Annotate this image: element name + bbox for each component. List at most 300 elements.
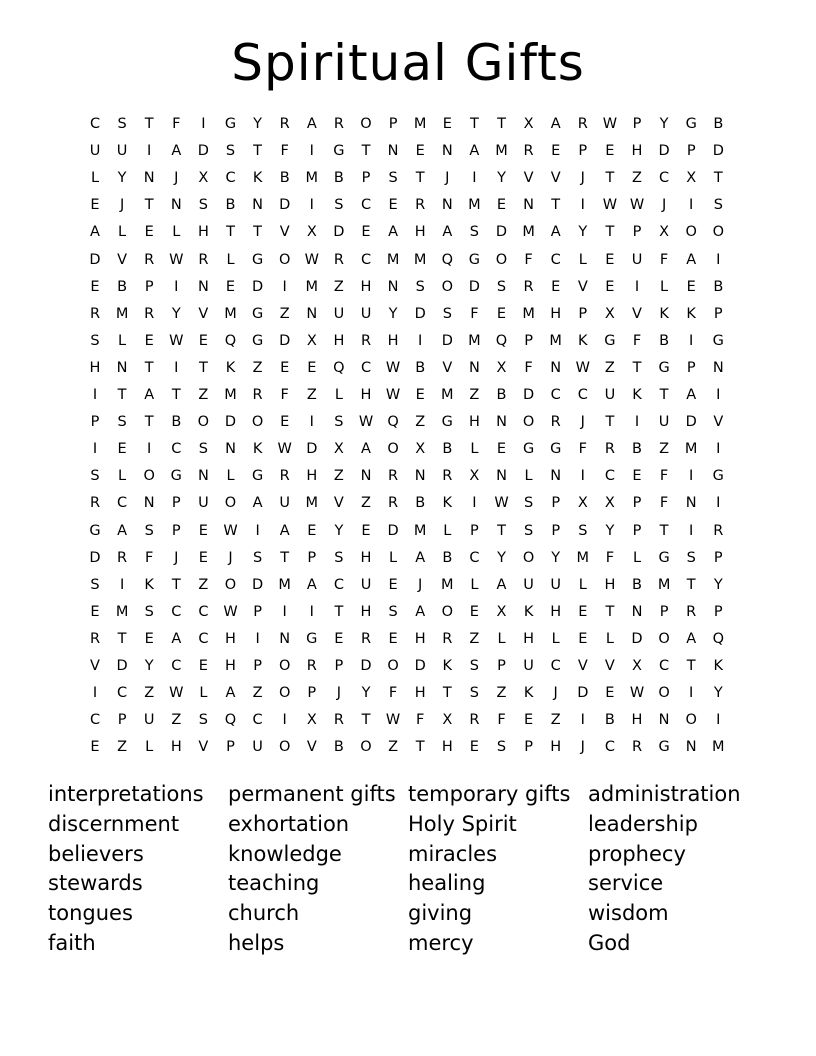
grid-letter[interactable]: D bbox=[360, 658, 372, 674]
grid-letter[interactable]: P bbox=[253, 603, 262, 620]
grid-letter[interactable]: C bbox=[89, 712, 101, 729]
grid-letter[interactable]: X bbox=[632, 658, 642, 674]
grid-letter[interactable]: P bbox=[470, 522, 479, 539]
grid-letter[interactable]: X bbox=[604, 495, 615, 512]
grid-letter[interactable]: D bbox=[387, 522, 399, 539]
grid-letter[interactable]: Y bbox=[253, 116, 263, 132]
grid-letter[interactable]: F bbox=[388, 685, 398, 702]
grid-letter[interactable]: K bbox=[442, 495, 453, 512]
grid-letter[interactable]: G bbox=[685, 116, 697, 132]
grid-letter[interactable]: N bbox=[306, 305, 318, 322]
grid-letter[interactable]: N bbox=[170, 197, 182, 214]
grid-letter[interactable]: R bbox=[117, 549, 128, 566]
grid-letter[interactable]: E bbox=[307, 359, 317, 376]
grid-letter[interactable]: S bbox=[469, 658, 479, 674]
grid-letter[interactable]: V bbox=[577, 658, 588, 674]
grid-letter[interactable]: E bbox=[361, 224, 371, 241]
grid-letter[interactable]: Z bbox=[469, 630, 480, 647]
grid-letter[interactable]: Q bbox=[712, 630, 724, 647]
grid-letter[interactable]: I bbox=[255, 522, 260, 539]
grid-letter[interactable]: I bbox=[418, 332, 423, 349]
grid-letter[interactable]: N bbox=[197, 278, 209, 295]
grid-letter[interactable]: F bbox=[659, 468, 669, 485]
grid-letter[interactable]: R bbox=[360, 630, 372, 647]
grid-letter[interactable]: G bbox=[658, 739, 670, 756]
grid-letter[interactable]: D bbox=[685, 414, 697, 431]
grid-letter[interactable]: I bbox=[282, 603, 287, 620]
grid-letter[interactable]: S bbox=[334, 197, 344, 214]
grid-letter[interactable]: F bbox=[416, 712, 425, 729]
grid-letter[interactable]: I bbox=[174, 359, 179, 376]
grid-letter[interactable]: G bbox=[251, 332, 264, 349]
grid-letter[interactable]: E bbox=[198, 332, 208, 349]
grid-letter[interactable]: O bbox=[441, 278, 453, 295]
grid-letter[interactable]: P bbox=[551, 495, 561, 512]
grid-letter[interactable]: P bbox=[632, 522, 642, 539]
grid-letter[interactable]: L bbox=[551, 630, 560, 647]
grid-letter[interactable]: U bbox=[658, 414, 670, 431]
grid-letter[interactable]: D bbox=[658, 143, 670, 160]
grid-letter[interactable]: U bbox=[89, 143, 101, 160]
grid-letter[interactable]: Z bbox=[171, 712, 182, 729]
grid-letter[interactable]: Q bbox=[333, 359, 345, 376]
grid-letter[interactable]: W bbox=[385, 712, 401, 729]
grid-letter[interactable]: S bbox=[198, 197, 208, 214]
grid-letter[interactable]: E bbox=[90, 603, 100, 620]
grid-letter[interactable]: O bbox=[495, 251, 508, 268]
grid-letter[interactable]: E bbox=[551, 143, 561, 160]
grid-letter[interactable]: M bbox=[522, 305, 535, 322]
grid-letter[interactable]: E bbox=[415, 143, 425, 160]
grid-letter[interactable]: I bbox=[716, 387, 721, 403]
grid-letter[interactable]: E bbox=[605, 143, 615, 160]
grid-letter[interactable]: I bbox=[282, 278, 287, 295]
grid-letter[interactable]: O bbox=[360, 739, 372, 756]
grid-letter[interactable]: I bbox=[174, 278, 179, 295]
grid-letter[interactable]: W bbox=[304, 251, 319, 268]
grid-letter[interactable]: H bbox=[523, 630, 535, 647]
grid-letter[interactable]: I bbox=[689, 522, 694, 539]
grid-letter[interactable]: H bbox=[197, 224, 209, 241]
grid-letter[interactable]: R bbox=[388, 495, 399, 512]
grid-letter[interactable]: P bbox=[171, 522, 181, 539]
grid-letter[interactable]: E bbox=[524, 712, 534, 729]
grid-letter[interactable]: G bbox=[170, 468, 182, 485]
grid-letter[interactable]: C bbox=[550, 658, 561, 674]
grid-letter[interactable]: S bbox=[334, 414, 344, 431]
grid-letter[interactable]: T bbox=[497, 522, 506, 539]
grid-letter[interactable]: A bbox=[306, 576, 317, 593]
grid-letter[interactable]: D bbox=[224, 414, 237, 431]
grid-letter[interactable]: Z bbox=[388, 739, 399, 756]
grid-letter[interactable]: Y bbox=[578, 224, 588, 241]
grid-letter[interactable]: V bbox=[279, 224, 290, 241]
grid-letter[interactable]: T bbox=[469, 116, 479, 132]
grid-letter[interactable]: Y bbox=[605, 522, 615, 539]
grid-letter[interactable]: N bbox=[496, 468, 507, 485]
grid-letter[interactable]: P bbox=[713, 603, 723, 620]
grid-letter[interactable]: L bbox=[470, 441, 479, 458]
grid-letter[interactable]: F bbox=[145, 549, 154, 566]
grid-letter[interactable]: T bbox=[659, 387, 669, 403]
grid-letter[interactable]: R bbox=[89, 305, 101, 322]
grid-letter[interactable]: P bbox=[307, 685, 317, 702]
grid-letter[interactable]: D bbox=[197, 143, 209, 160]
grid-letter[interactable]: R bbox=[333, 116, 344, 132]
grid-letter[interactable]: P bbox=[388, 116, 398, 132]
grid-letter[interactable]: I bbox=[716, 495, 721, 512]
grid-letter[interactable]: E bbox=[198, 658, 208, 674]
grid-letter[interactable]: D bbox=[414, 658, 426, 674]
grid-letter[interactable]: G bbox=[251, 468, 264, 485]
grid-letter[interactable]: Y bbox=[659, 116, 669, 132]
grid-letter[interactable]: L bbox=[118, 224, 127, 241]
grid-letter[interactable]: V bbox=[198, 305, 209, 322]
grid-letter[interactable]: B bbox=[415, 495, 426, 512]
grid-letter[interactable]: M bbox=[305, 495, 319, 512]
grid-letter[interactable]: Z bbox=[333, 278, 344, 295]
grid-letter[interactable]: W bbox=[223, 603, 238, 620]
grid-letter[interactable]: I bbox=[309, 414, 314, 431]
grid-letter[interactable]: L bbox=[145, 739, 154, 756]
grid-letter[interactable]: L bbox=[578, 576, 587, 593]
grid-letter[interactable]: P bbox=[361, 170, 371, 187]
grid-letter[interactable]: R bbox=[89, 495, 101, 512]
grid-letter[interactable]: O bbox=[387, 658, 399, 674]
grid-letter[interactable]: B bbox=[279, 170, 290, 187]
grid-letter[interactable]: E bbox=[144, 224, 154, 241]
grid-letter[interactable]: V bbox=[523, 170, 534, 187]
grid-letter[interactable]: Z bbox=[659, 441, 670, 458]
grid-letter[interactable]: N bbox=[523, 197, 535, 214]
grid-letter[interactable]: O bbox=[197, 414, 210, 431]
grid-letter[interactable]: S bbox=[496, 739, 507, 756]
grid-letter[interactable]: F bbox=[578, 441, 587, 458]
grid-letter[interactable]: A bbox=[144, 387, 155, 403]
grid-letter[interactable]: D bbox=[306, 441, 318, 458]
grid-letter[interactable]: P bbox=[686, 143, 696, 160]
grid-letter[interactable]: I bbox=[309, 603, 314, 620]
grid-letter[interactable]: A bbox=[90, 224, 100, 241]
grid-letter[interactable]: K bbox=[252, 170, 263, 187]
grid-letter[interactable]: Y bbox=[361, 685, 371, 702]
grid-letter[interactable]: M bbox=[712, 739, 725, 756]
grid-letter[interactable]: I bbox=[580, 468, 585, 485]
grid-letter[interactable]: L bbox=[605, 630, 614, 647]
grid-letter[interactable]: C bbox=[604, 468, 615, 485]
grid-letter[interactable]: U bbox=[198, 495, 209, 512]
grid-letter[interactable]: L bbox=[199, 685, 208, 702]
grid-letter[interactable]: I bbox=[634, 278, 640, 295]
grid-letter[interactable]: H bbox=[468, 414, 480, 431]
grid-letter[interactable]: H bbox=[360, 603, 372, 620]
grid-letter[interactable]: R bbox=[279, 116, 290, 132]
grid-letter[interactable]: S bbox=[90, 576, 100, 593]
grid-letter[interactable]: N bbox=[441, 197, 453, 214]
grid-letter[interactable]: X bbox=[604, 305, 615, 322]
grid-letter[interactable]: P bbox=[144, 278, 154, 295]
grid-letter[interactable]: O bbox=[278, 658, 291, 674]
grid-letter[interactable]: N bbox=[550, 468, 562, 485]
grid-letter[interactable]: M bbox=[278, 576, 291, 593]
grid-letter[interactable]: P bbox=[226, 739, 235, 756]
grid-letter[interactable]: Y bbox=[713, 685, 723, 702]
grid-letter[interactable]: E bbox=[496, 197, 507, 214]
grid-letter[interactable]: H bbox=[387, 332, 399, 349]
grid-letter[interactable]: W bbox=[169, 332, 184, 349]
grid-letter[interactable]: S bbox=[523, 495, 534, 512]
grid-letter[interactable]: K bbox=[442, 658, 453, 674]
grid-letter[interactable]: E bbox=[578, 603, 588, 620]
grid-letter[interactable]: Q bbox=[224, 712, 237, 729]
grid-letter[interactable]: D bbox=[116, 658, 128, 674]
grid-letter[interactable]: D bbox=[631, 630, 643, 647]
grid-letter[interactable]: N bbox=[631, 603, 643, 620]
grid-letter[interactable]: S bbox=[388, 603, 398, 620]
grid-letter[interactable]: S bbox=[117, 414, 127, 431]
grid-letter[interactable]: Z bbox=[361, 495, 371, 512]
grid-letter[interactable]: C bbox=[198, 603, 209, 620]
grid-letter[interactable]: K bbox=[523, 685, 534, 702]
grid-letter[interactable]: E bbox=[144, 630, 154, 647]
grid-letter[interactable]: P bbox=[632, 495, 642, 512]
grid-letter[interactable]: P bbox=[551, 522, 561, 539]
grid-letter[interactable]: X bbox=[523, 116, 534, 132]
grid-letter[interactable]: X bbox=[659, 224, 670, 241]
grid-letter[interactable]: Z bbox=[306, 387, 317, 403]
grid-letter[interactable]: Z bbox=[415, 414, 426, 431]
grid-letter[interactable]: D bbox=[89, 251, 101, 268]
grid-letter[interactable]: H bbox=[360, 387, 372, 403]
grid-letter[interactable]: T bbox=[415, 739, 425, 756]
grid-letter[interactable]: J bbox=[336, 685, 342, 702]
grid-letter[interactable]: N bbox=[550, 359, 562, 376]
grid-letter[interactable]: L bbox=[172, 224, 181, 241]
grid-letter[interactable]: N bbox=[441, 143, 453, 160]
grid-letter[interactable]: I bbox=[716, 251, 721, 268]
grid-letter[interactable]: S bbox=[686, 549, 696, 566]
grid-letter[interactable]: R bbox=[306, 658, 317, 674]
grid-letter[interactable]: C bbox=[550, 387, 561, 403]
grid-letter[interactable]: K bbox=[225, 359, 236, 376]
grid-letter[interactable]: W bbox=[629, 197, 645, 214]
grid-letter[interactable]: M bbox=[305, 170, 319, 187]
grid-letter[interactable]: A bbox=[361, 441, 371, 458]
grid-letter[interactable]: X bbox=[306, 332, 317, 349]
grid-letter[interactable]: D bbox=[279, 332, 291, 349]
grid-letter[interactable]: C bbox=[604, 739, 615, 756]
grid-letter[interactable]: O bbox=[685, 712, 697, 729]
grid-letter[interactable]: S bbox=[252, 549, 263, 566]
grid-letter[interactable]: Z bbox=[144, 685, 155, 702]
grid-letter[interactable]: H bbox=[414, 224, 426, 241]
grid-letter[interactable]: Q bbox=[441, 251, 453, 268]
grid-letter[interactable]: N bbox=[225, 441, 236, 458]
grid-letter[interactable]: O bbox=[658, 630, 670, 647]
grid-letter[interactable]: H bbox=[414, 685, 426, 702]
grid-letter[interactable]: E bbox=[361, 522, 371, 539]
grid-letter[interactable]: M bbox=[115, 305, 129, 322]
grid-letter[interactable]: T bbox=[497, 116, 506, 132]
grid-letter[interactable]: B bbox=[171, 414, 182, 431]
grid-letter[interactable]: E bbox=[632, 468, 642, 485]
grid-letter[interactable]: O bbox=[278, 685, 291, 702]
grid-letter[interactable]: I bbox=[689, 468, 694, 485]
grid-letter[interactable]: U bbox=[604, 387, 616, 403]
grid-letter[interactable]: B bbox=[496, 387, 507, 403]
grid-letter[interactable]: R bbox=[550, 414, 561, 431]
grid-letter[interactable]: B bbox=[713, 116, 724, 132]
grid-letter[interactable]: E bbox=[198, 522, 208, 539]
grid-letter[interactable]: A bbox=[469, 143, 480, 160]
grid-letter[interactable]: M bbox=[549, 332, 562, 349]
grid-letter[interactable]: A bbox=[442, 224, 453, 241]
grid-letter[interactable]: X bbox=[198, 170, 209, 187]
grid-letter[interactable]: J bbox=[580, 739, 585, 756]
grid-letter[interactable]: A bbox=[306, 116, 317, 132]
grid-letter[interactable]: G bbox=[89, 522, 101, 539]
grid-letter[interactable]: J bbox=[445, 170, 450, 187]
grid-letter[interactable]: I bbox=[689, 685, 694, 702]
grid-letter[interactable]: O bbox=[441, 603, 453, 620]
grid-letter[interactable]: I bbox=[309, 143, 314, 160]
grid-letter[interactable]: P bbox=[578, 143, 588, 160]
grid-letter[interactable]: O bbox=[522, 549, 535, 566]
grid-letter[interactable]: R bbox=[415, 197, 426, 214]
grid-letter[interactable]: R bbox=[388, 468, 399, 485]
grid-letter[interactable]: I bbox=[634, 414, 640, 431]
grid-letter[interactable]: M bbox=[468, 332, 481, 349]
grid-letter[interactable]: R bbox=[631, 739, 643, 756]
grid-letter[interactable]: V bbox=[333, 495, 344, 512]
grid-letter[interactable]: G bbox=[251, 305, 264, 322]
grid-letter[interactable]: D bbox=[468, 278, 480, 295]
grid-letter[interactable]: A bbox=[686, 251, 697, 268]
grid-letter[interactable]: E bbox=[90, 739, 100, 756]
grid-letter[interactable]: K bbox=[578, 332, 588, 349]
grid-letter[interactable]: S bbox=[198, 441, 208, 458]
grid-letter[interactable]: M bbox=[657, 576, 671, 593]
grid-letter[interactable]: Z bbox=[252, 685, 263, 702]
grid-letter[interactable]: L bbox=[524, 468, 533, 485]
grid-letter[interactable]: T bbox=[117, 387, 127, 403]
grid-letter[interactable]: M bbox=[495, 143, 508, 160]
grid-letter[interactable]: K bbox=[632, 387, 642, 403]
grid-letter[interactable]: C bbox=[360, 359, 372, 376]
grid-letter[interactable]: T bbox=[659, 522, 669, 539]
grid-letter[interactable]: T bbox=[144, 414, 154, 431]
grid-letter[interactable]: A bbox=[252, 495, 263, 512]
grid-letter[interactable]: N bbox=[387, 278, 399, 295]
grid-letter[interactable]: V bbox=[550, 170, 561, 187]
grid-letter[interactable]: Z bbox=[117, 739, 128, 756]
grid-letter[interactable]: N bbox=[360, 468, 372, 485]
grid-letter[interactable]: X bbox=[496, 359, 507, 376]
grid-letter[interactable]: G bbox=[333, 143, 345, 160]
grid-letter[interactable]: Q bbox=[224, 332, 237, 349]
grid-letter[interactable]: T bbox=[144, 197, 154, 214]
grid-letter[interactable]: Y bbox=[497, 170, 506, 187]
grid-letter[interactable]: K bbox=[252, 441, 263, 458]
grid-letter[interactable]: I bbox=[689, 197, 694, 214]
grid-letter[interactable]: P bbox=[578, 305, 588, 322]
grid-letter[interactable]: D bbox=[495, 224, 508, 241]
grid-letter[interactable]: U bbox=[143, 712, 155, 729]
grid-letter[interactable]: X bbox=[577, 495, 588, 512]
grid-letter[interactable]: W bbox=[223, 522, 238, 539]
grid-letter[interactable]: H bbox=[414, 630, 426, 647]
grid-letter[interactable]: S bbox=[225, 143, 236, 160]
grid-letter[interactable]: X bbox=[306, 712, 317, 729]
grid-letter[interactable]: E bbox=[496, 441, 507, 458]
grid-letter[interactable]: F bbox=[470, 305, 479, 322]
grid-letter[interactable]: C bbox=[171, 658, 182, 674]
grid-letter[interactable]: N bbox=[252, 197, 264, 214]
grid-letter[interactable]: R bbox=[279, 468, 290, 485]
grid-letter[interactable]: L bbox=[443, 522, 452, 539]
grid-letter[interactable]: L bbox=[118, 332, 127, 349]
grid-letter[interactable]: C bbox=[659, 170, 670, 187]
grid-letter[interactable]: N bbox=[116, 359, 128, 376]
grid-letter[interactable]: O bbox=[685, 224, 697, 241]
grid-letter[interactable]: A bbox=[686, 630, 697, 647]
grid-letter[interactable]: E bbox=[198, 549, 208, 566]
grid-letter[interactable]: S bbox=[469, 685, 479, 702]
grid-letter[interactable]: B bbox=[333, 739, 344, 756]
grid-letter[interactable]: B bbox=[632, 576, 642, 593]
grid-letter[interactable]: A bbox=[686, 387, 697, 403]
grid-letter[interactable]: D bbox=[89, 549, 101, 566]
grid-letter[interactable]: V bbox=[604, 658, 615, 674]
grid-letter[interactable]: E bbox=[469, 603, 479, 620]
grid-letter[interactable]: W bbox=[358, 414, 374, 431]
grid-letter[interactable]: T bbox=[117, 630, 127, 647]
grid-letter[interactable]: O bbox=[387, 441, 399, 458]
grid-letter[interactable]: Y bbox=[388, 305, 398, 322]
grid-letter[interactable]: T bbox=[605, 170, 615, 187]
grid-letter[interactable]: E bbox=[605, 278, 615, 295]
grid-letter[interactable]: W bbox=[169, 251, 184, 268]
grid-letter[interactable]: S bbox=[415, 278, 425, 295]
grid-letter[interactable]: C bbox=[171, 603, 182, 620]
grid-letter[interactable]: O bbox=[278, 739, 291, 756]
grid-letter[interactable]: P bbox=[524, 739, 533, 756]
grid-letter[interactable]: M bbox=[224, 305, 237, 322]
grid-letter[interactable]: P bbox=[90, 414, 100, 431]
grid-letter[interactable]: B bbox=[659, 332, 670, 349]
grid-letter[interactable]: L bbox=[226, 468, 235, 485]
grid-letter[interactable]: T bbox=[253, 224, 263, 241]
grid-letter[interactable]: E bbox=[469, 739, 479, 756]
grid-letter[interactable]: L bbox=[90, 170, 100, 187]
grid-letter[interactable]: R bbox=[252, 387, 263, 403]
grid-letter[interactable]: O bbox=[224, 495, 237, 512]
grid-letter[interactable]: A bbox=[388, 224, 399, 241]
grid-letter[interactable]: G bbox=[658, 549, 670, 566]
grid-letter[interactable]: G bbox=[604, 332, 616, 349]
grid-letter[interactable]: K bbox=[686, 305, 696, 322]
grid-letter[interactable]: O bbox=[143, 468, 155, 485]
grid-letter[interactable]: T bbox=[198, 359, 208, 376]
grid-letter[interactable]: F bbox=[524, 359, 533, 376]
grid-letter[interactable]: R bbox=[713, 522, 724, 539]
grid-letter[interactable]: Y bbox=[713, 576, 723, 593]
grid-letter[interactable]: I bbox=[92, 387, 98, 403]
grid-letter[interactable]: M bbox=[441, 387, 454, 403]
grid-letter[interactable]: Y bbox=[334, 522, 344, 539]
grid-letter[interactable]: H bbox=[604, 576, 616, 593]
grid-letter[interactable]: S bbox=[334, 549, 344, 566]
